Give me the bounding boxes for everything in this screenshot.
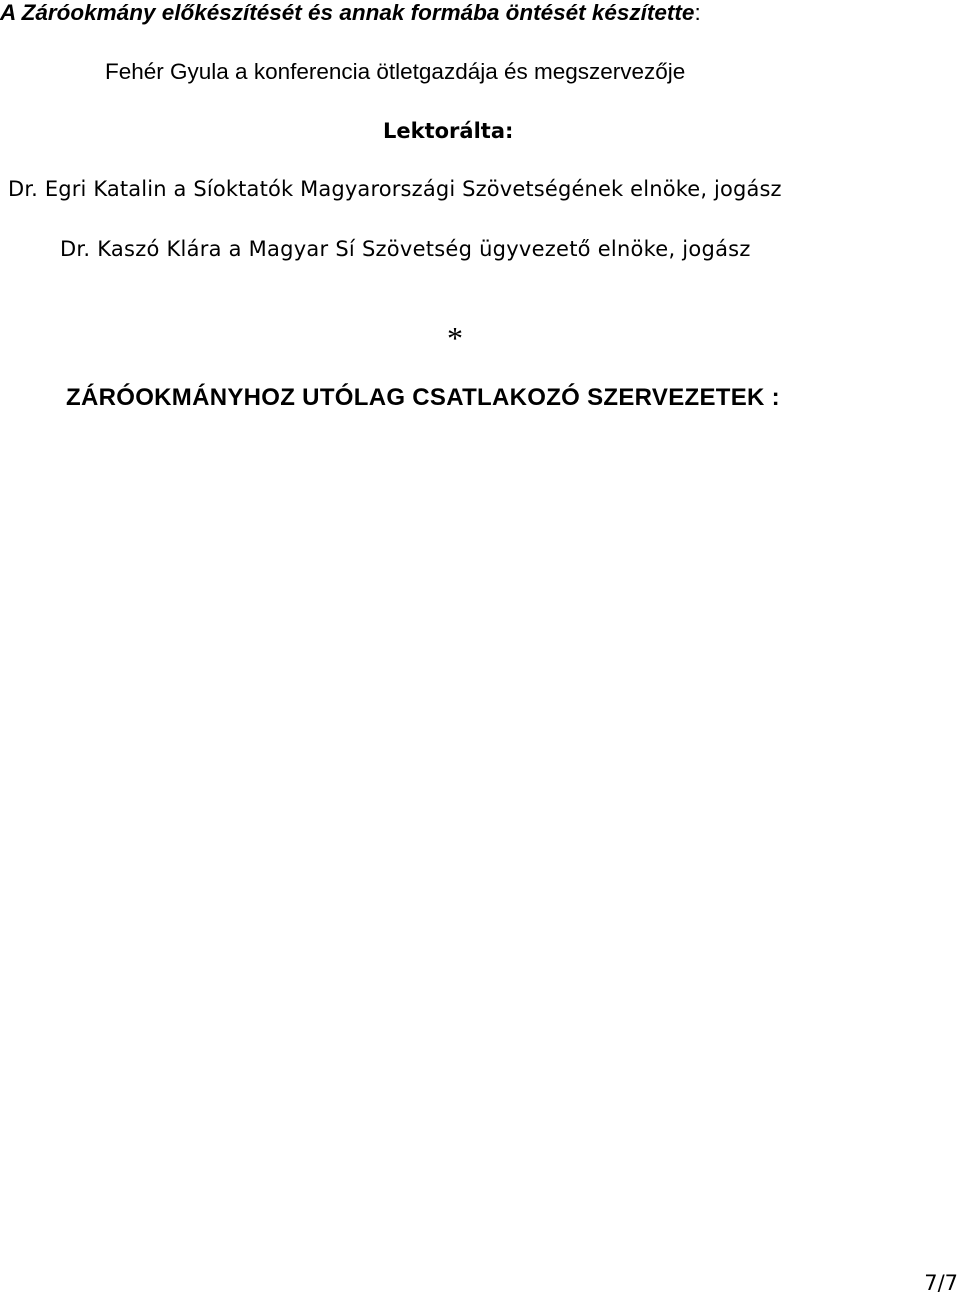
closing-heading: ZÁRÓOKMÁNYHOZ UTÓLAG CSATLAKOZÓ SZERVEZETEK :: [66, 384, 780, 411]
lector-item: Dr. Kaszó Klára a Magyar Sí Szövetség ügyvezető elnöke, jogász: [60, 237, 751, 261]
lectors-label: Lektorálta:: [383, 119, 514, 143]
lector-item: Dr. Egri Katalin a Síoktatók Magyarországi Szövetségének elnöke, jogász: [8, 177, 782, 201]
page-number: 7/7: [924, 1271, 958, 1295]
document-heading: [0, 2, 701, 25]
heading-colon: :: [694, 0, 701, 25]
author-line: Fehér Gyula a konferencia ötletgazdája és megszervezője: [105, 59, 686, 84]
heading-text: A Záróokmány előkészítését és annak formába öntését készítette: [0, 0, 695, 25]
separator-asterisk: *: [447, 320, 463, 356]
